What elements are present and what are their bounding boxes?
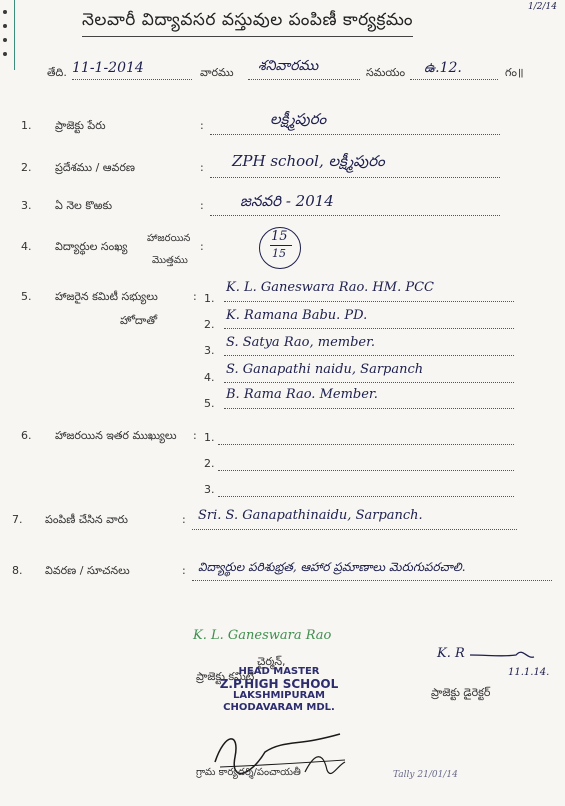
- director-signature-stroke: [468, 645, 538, 665]
- designation-label: హోదాతో: [120, 314, 158, 327]
- present-value: 15: [271, 229, 288, 244]
- director-label: ప్రాజెక్టు డైరెక్టర్: [431, 686, 491, 699]
- bottom-note: Tally 21/01/14: [393, 770, 458, 780]
- total-label: మొత్తము: [152, 255, 188, 266]
- member-name: K. L. Ganeswara Rao. HM. PCC: [226, 280, 434, 295]
- school-stamp: [219, 666, 339, 714]
- present-label: హాజరయిన: [147, 233, 191, 244]
- stamp-line: LAKSHMIPURAM: [233, 690, 325, 701]
- stamp-line: Z.P.HIGH SCHOOL: [219, 677, 339, 691]
- committee-label: హాజరైన కమిటీ సభ్యులు: [55, 290, 158, 303]
- others-item: 1.: [204, 431, 215, 444]
- project-name-value: లక్ష్మీపురం: [270, 110, 327, 128]
- member-name: B. Rama Rao. Member.: [226, 387, 378, 402]
- stamp-line: CHODAVARAM MDL.: [223, 702, 335, 713]
- day-value: శనివారము: [258, 58, 319, 74]
- time-value: ఉ.12.: [424, 60, 462, 76]
- member-num: 4.: [204, 371, 215, 384]
- others-item: 2.: [204, 457, 215, 470]
- date-label: తేది.: [47, 66, 67, 79]
- stamp-line: HEAD MASTER: [238, 666, 320, 677]
- chairman-label: చైర్మన్,: [257, 655, 286, 668]
- row-num: 8.: [12, 564, 23, 577]
- page-title: నెలవారీ విద్యావసర వస్తువుల పంపిణీ కార్యక్రమం: [82, 10, 413, 37]
- total-value: 15: [272, 247, 286, 260]
- row-num: 6.: [21, 429, 32, 442]
- location-value: ZPH school, లక్ష్మీపురం: [232, 152, 385, 170]
- row-num: 2.: [21, 161, 32, 174]
- secretary-label: గ్రామ కార్యదర్శి/పంచాయతీ: [196, 767, 301, 778]
- member-num: 3.: [204, 344, 215, 357]
- corner-date: 1/2/14: [528, 2, 557, 12]
- time-unit: గం॥: [505, 66, 524, 79]
- member-num: 2.: [204, 318, 215, 331]
- director-date: 11.1.14.: [508, 667, 550, 678]
- month-value: జనవరి - 2014: [240, 192, 334, 210]
- row-num: 3.: [21, 199, 32, 212]
- others-item: 3.: [204, 483, 215, 496]
- remarks-label: వివరణ / సూచనలు: [45, 564, 130, 577]
- director-signature: K. R: [437, 646, 465, 661]
- time-label: సమయం: [366, 66, 406, 79]
- others-label: హాజరయిన ఇతర ముఖ్యులు: [55, 429, 177, 442]
- day-label: వారము: [200, 66, 234, 79]
- row-num: 4.: [21, 240, 32, 253]
- distributed-value: Sri. S. Ganapathinaidu, Sarpanch.: [198, 508, 423, 523]
- month-label: ఏ నెల కొఱకు: [55, 199, 113, 212]
- distributed-label: పంపిణీ చేసిన వారు: [45, 513, 128, 526]
- member-name: K. Ramana Babu. PD.: [226, 308, 368, 323]
- row-num: 5.: [21, 290, 32, 303]
- row-num: 7.: [12, 513, 23, 526]
- member-name: S. Satya Rao, member.: [226, 335, 376, 350]
- member-name: S. Ganapathi naidu, Sarpanch: [226, 362, 424, 377]
- project-name-label: ప్రాజెక్టు పేరు: [55, 119, 106, 132]
- committee-label-footer: ప్రాజెక్టు కమిటీ: [196, 670, 255, 683]
- member-num: 1.: [204, 292, 215, 305]
- students-label: విద్యార్థుల సంఖ్య: [55, 240, 128, 253]
- member-num: 5.: [204, 397, 215, 410]
- date-value: 11-1-2014: [72, 60, 144, 76]
- green-signature: K. L. Ganeswara Rao: [193, 628, 332, 643]
- row-num: 1.: [21, 119, 32, 132]
- remarks-value: విద్యార్థుల పరిశుభ్రత, ఆహార ప్రమాణాలు మెరుగుపరచాలి.: [198, 560, 466, 574]
- location-label: ప్రదేశము / ఆవరణ: [55, 161, 135, 174]
